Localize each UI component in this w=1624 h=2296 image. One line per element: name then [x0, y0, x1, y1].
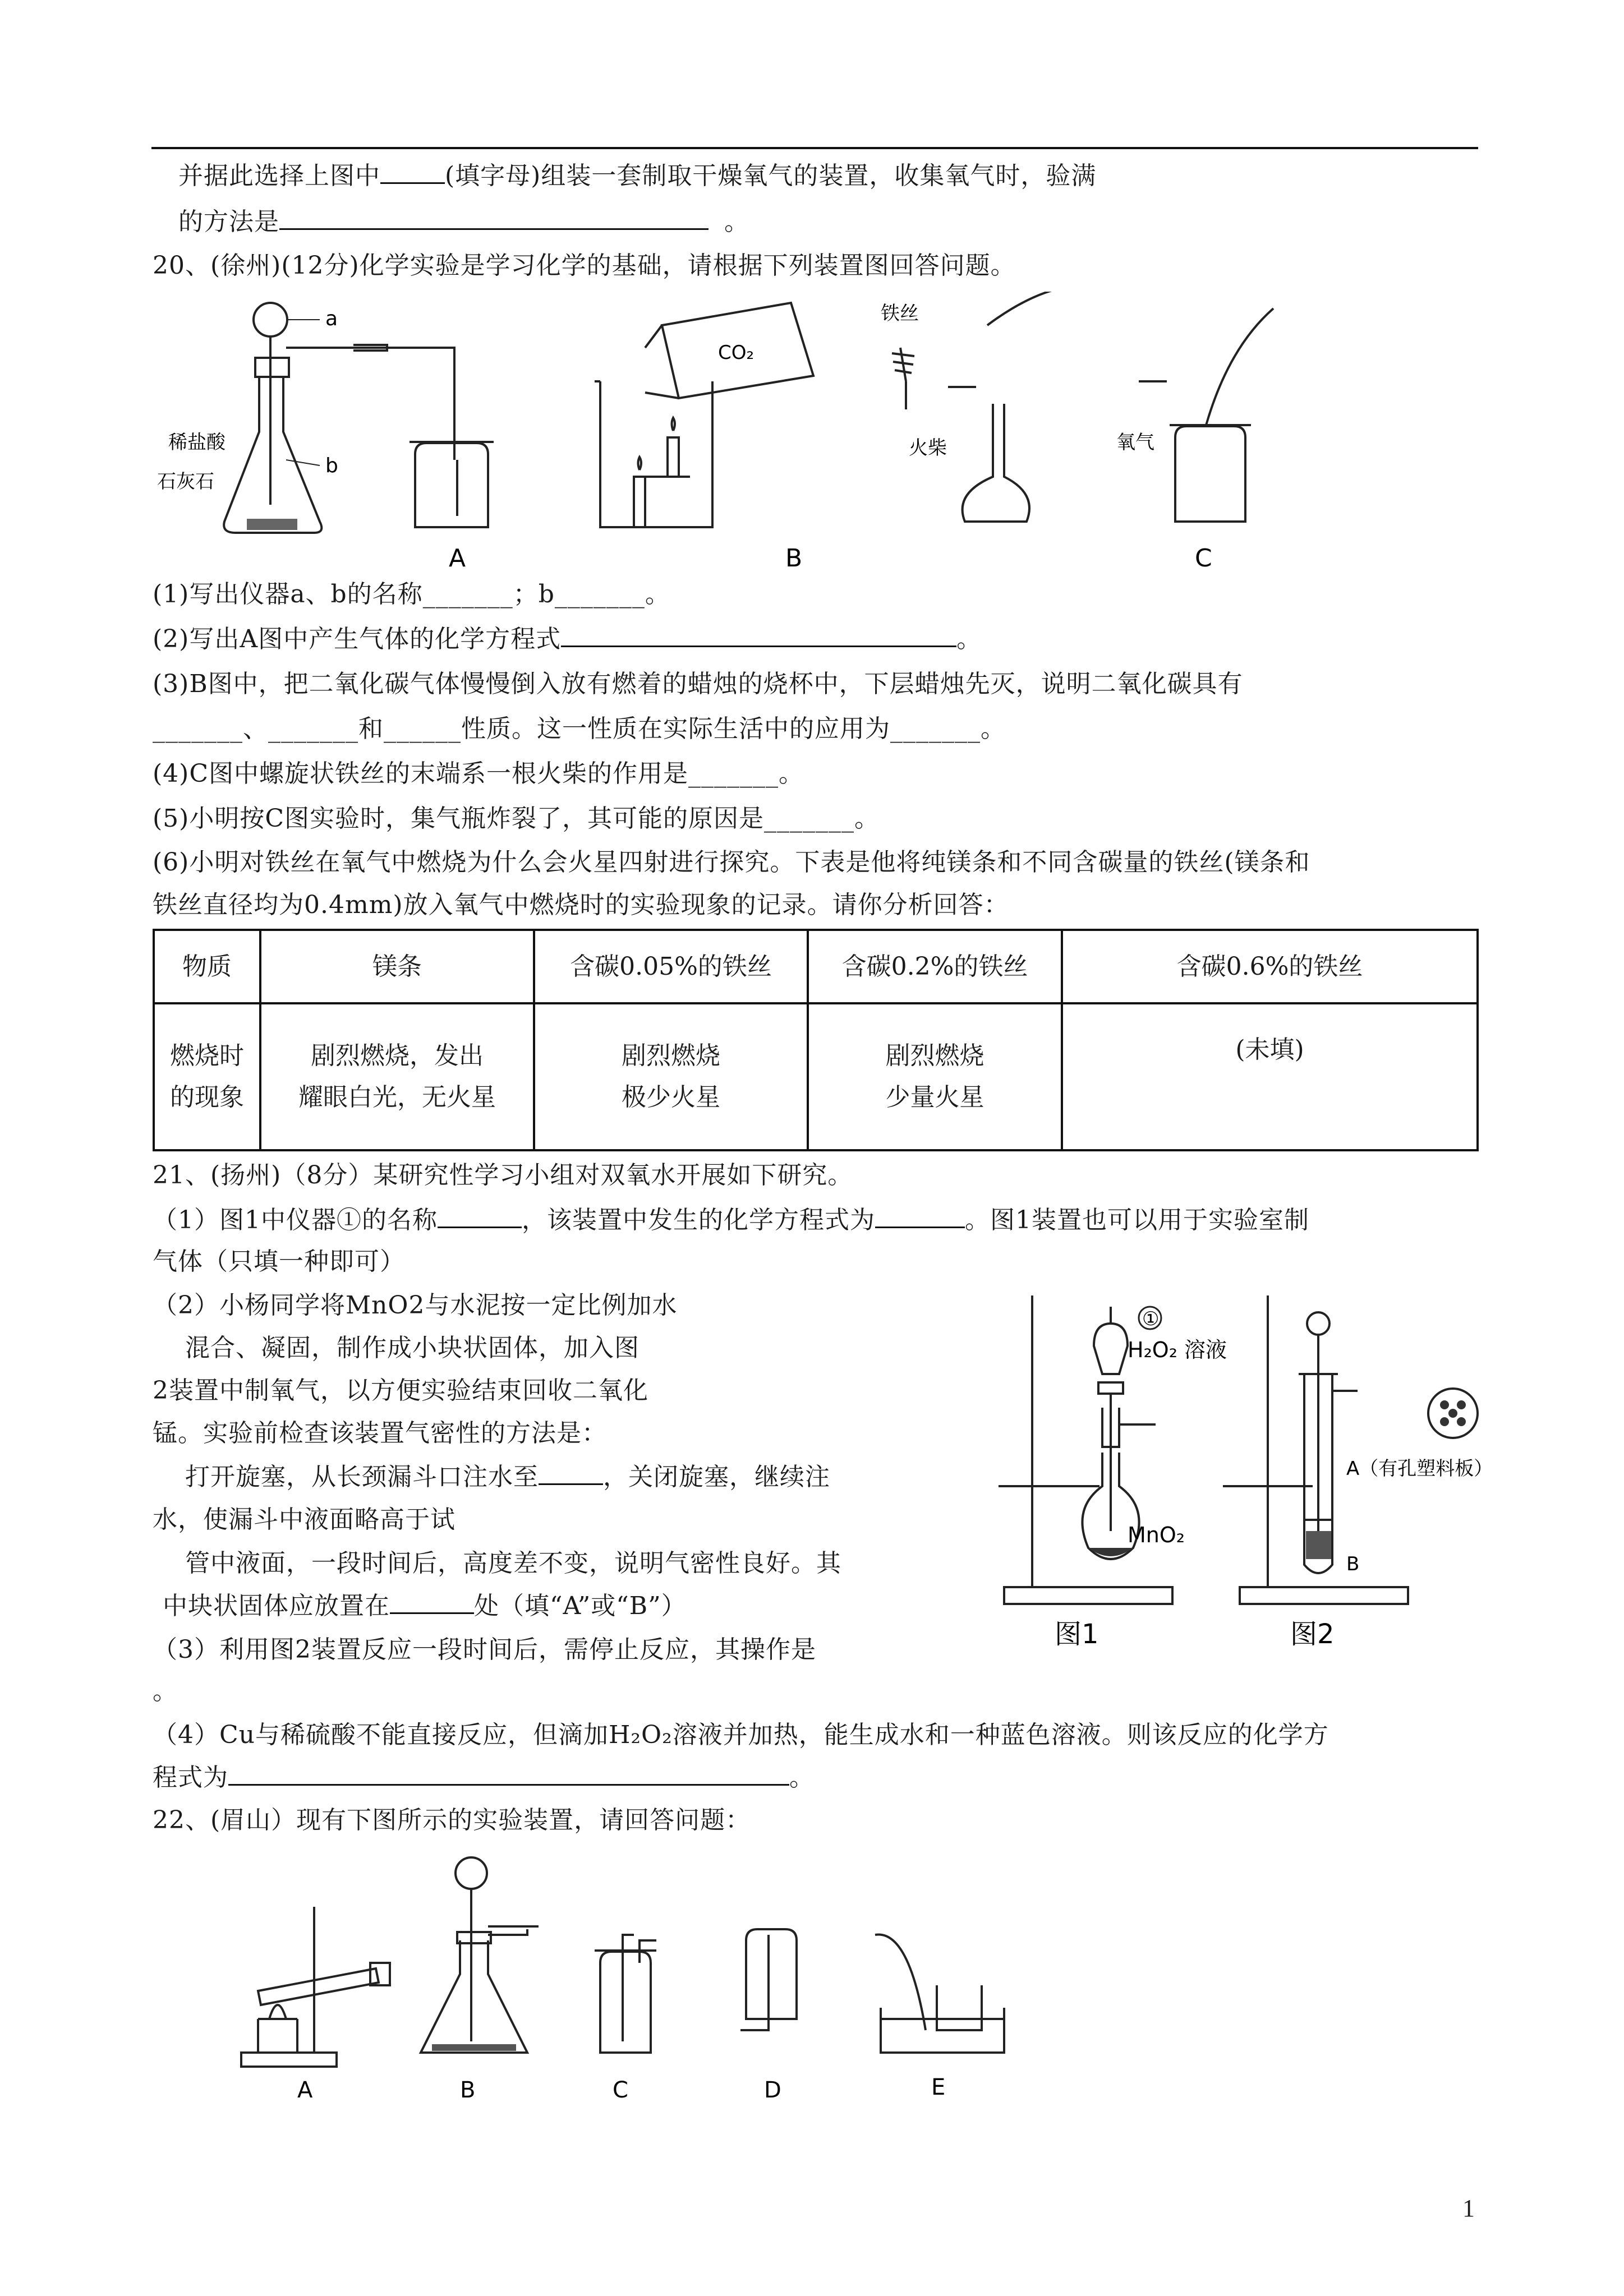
tube-liquid — [1306, 1531, 1331, 1559]
q21-q1-blank-equation[interactable] — [875, 1204, 965, 1228]
q21-q4-prompt: 程式为 — [153, 1763, 228, 1792]
q20-q2-end: 。 — [956, 625, 982, 653]
q21-heading: 21、(扬州)（8分）某研究性学习小组对双氧水开展如下研究。 — [153, 1161, 853, 1190]
table-cell-mg: 剧烈燃烧，发出 耀眼白光，无火星 — [260, 1003, 534, 1150]
fig-caption-b: B — [460, 2077, 476, 2103]
label-mno2: MnO₂ — [1128, 1523, 1185, 1547]
page-number: 1 — [1462, 2194, 1475, 2222]
q20-figure — [151, 292, 1498, 572]
table-cell-fe-005: 剧烈燃烧 极少火星 — [534, 1003, 808, 1150]
label-perforated-plate: A（有孔塑料板） — [1346, 1458, 1493, 1480]
q19-line-2 — [178, 205, 749, 239]
q21-q2-line-6: 水，使漏斗中液面略高于试 — [153, 1505, 456, 1534]
q20-question-3-line-2: _______、_______和______性质。这一性质在实际生活中的应用为_______。 — [153, 714, 1006, 743]
apparatus-d-bottle — [740, 1929, 797, 2030]
plate-hole-4 — [1457, 1417, 1466, 1426]
plate-hole-1 — [1440, 1400, 1449, 1409]
table-cell-fe-02: 剧烈燃烧 少量火星 — [808, 1003, 1062, 1150]
q20-question-5: (5)小明按C图实验时，集气瓶炸裂了，其可能的原因是_______。 — [153, 804, 880, 833]
q20-heading: 20、(徐州)(12分)化学实验是学习化学的基础，请根据下列装置图回答问题。 — [153, 251, 1016, 280]
q21-q2-l5-post: ，关闭旋塞，继续注 — [603, 1463, 830, 1491]
q21-q2-line-2: 混合、凝固，制作成小块状固体，加入图 — [185, 1334, 640, 1362]
q21-q2-l5-pre: 打开旋塞，从长颈漏斗口注水至 — [185, 1463, 539, 1491]
apparatus-c-bottle — [595, 1935, 656, 2053]
fig-caption-1: 图1 — [1055, 1619, 1099, 1650]
q21-q4-answer-blank[interactable] — [228, 1762, 789, 1786]
q22-figure — [236, 1851, 1032, 2114]
q20-question-1: (1)写出仪器a、b的名称_______；b_______。 — [153, 580, 670, 608]
q19-answer-blank-1[interactable] — [380, 160, 445, 184]
q19-line1-pre: 并据此选择上图中 — [178, 162, 380, 190]
table-header-substance: 物质 — [154, 930, 260, 1003]
q20-question-4: (4)C图中螺旋状铁丝的末端系一根火柴的作用是_______。 — [153, 759, 804, 788]
q20-question-3-line-1: (3)B图中，把二氧化碳气体慢慢倒入放有燃着的蜡烛的烧杯中，下层蜡烛先灭，说明二氧化碳具有 — [153, 670, 1243, 698]
q21-q2-line-1: （2）小杨同学将MnO2与水泥按一定比例加水 — [153, 1291, 678, 1320]
table-header-fe-005: 含碳0.05%的铁丝 — [534, 930, 808, 1003]
fig-caption-c: C — [613, 2077, 628, 2103]
q19-line-1 — [178, 159, 1096, 193]
q19-line1-post: (填字母)组装一套制取干燥氧气的装置，收集氧气时，验满 — [445, 162, 1097, 190]
q19-answer-blank-2[interactable] — [279, 206, 709, 230]
table-row-phenomenon — [154, 1003, 1478, 1150]
q21-q2-blank-water-level[interactable] — [539, 1461, 603, 1485]
table-header-mg: 镁条 — [260, 930, 534, 1003]
apparatus-b-drawing — [595, 303, 813, 527]
label-dilute-hcl: 稀盐酸 — [168, 431, 226, 454]
q21-q1-part-a: （1）图1中仪器①的名称 — [153, 1206, 438, 1234]
label-position-b: B — [1346, 1553, 1360, 1575]
plate-hole-5 — [1448, 1409, 1457, 1418]
q20-question-2 — [153, 623, 982, 656]
limestone-solid — [247, 519, 297, 530]
q20-question-6-line-2: 铁丝直径均为0.4mm)放入氧气中燃烧时的实验现象的记录。请你分析回答： — [153, 891, 1009, 919]
table-cell-row-label: 燃烧时 的现象 — [154, 1003, 260, 1150]
plate-hole-2 — [1457, 1400, 1466, 1409]
table-header-fe-06: 含碳0.6%的铁丝 — [1062, 930, 1478, 1003]
label-instrument-1: ① — [1142, 1308, 1160, 1330]
q21-question-3-end: 。 — [153, 1677, 178, 1705]
fig-caption-c: C — [1195, 544, 1212, 572]
header-rule — [151, 147, 1478, 149]
q21-q2-line-8 — [163, 1589, 687, 1623]
table-header-fe-02: 含碳0.2%的铁丝 — [808, 930, 1062, 1003]
table-header-row — [154, 930, 1478, 1003]
q21-q2-l8-pre: 中块状固体应放置在 — [163, 1592, 390, 1620]
label-oxygen: 氧气 — [1116, 431, 1154, 454]
label-limestone: 石灰石 — [157, 471, 214, 493]
plate-hole-3 — [1440, 1417, 1449, 1426]
label-h2o2-solution: H₂O₂ 溶液 — [1128, 1338, 1227, 1362]
q21-question-4-line-2 — [153, 1761, 815, 1795]
flask-solid — [432, 2044, 516, 2051]
apparatus-a-heating — [241, 1907, 390, 2067]
mno2-solid — [1088, 1548, 1133, 1556]
label-b-leader — [286, 460, 320, 465]
fig-caption-e: E — [931, 2074, 946, 2100]
q19-line2-post: 。 — [724, 208, 749, 236]
label-a: a — [325, 307, 338, 330]
q21-q4-end: 。 — [789, 1763, 815, 1792]
combustion-table — [153, 929, 1479, 1151]
q20-q2-answer-blank[interactable] — [561, 623, 956, 647]
q21-q2-line-4: 锰。实验前检查该装置气密性的方法是： — [153, 1419, 607, 1447]
apparatus-b-flask — [421, 1857, 539, 2053]
label-b: b — [325, 454, 338, 477]
q21-q2-blank-position[interactable] — [390, 1590, 474, 1614]
apparatus-c-drawing — [892, 292, 1273, 522]
q19-line2-pre: 的方法是 — [178, 208, 279, 236]
fig-caption-d: D — [764, 2077, 781, 2103]
q21-question-3: （3）利用图2装置反应一段时间后，需停止反应，其操作是 — [153, 1635, 816, 1664]
table-cell-fe-06[interactable]: (未填) — [1062, 1003, 1478, 1150]
q20-question-6-line-1: (6)小明对铁丝在氧气中燃烧为什么会火星四射进行探究。下表是他将纯镁条和不同含碳量的铁丝(镁条和 — [153, 848, 1310, 877]
q21-q1-part-b: ，该装置中发生的化学方程式为 — [522, 1206, 875, 1234]
q20-q2-prompt: (2)写出A图中产生气体的化学方程式 — [153, 625, 562, 653]
label-co2: CO₂ — [718, 342, 755, 364]
fig-caption-a: A — [449, 544, 466, 572]
label-match: 火柴 — [909, 437, 947, 459]
apparatus-a-drawing — [224, 303, 494, 533]
q21-question-1 — [153, 1204, 1309, 1237]
q21-figure — [999, 1284, 1515, 1654]
q22-heading: 22、(眉山）现有下图所示的实验装置，请回答问题： — [153, 1806, 751, 1834]
apparatus-e-water-trough — [875, 1934, 1004, 2053]
q21-q2-l8-post: 处（填“A”或“B”） — [474, 1592, 687, 1620]
q21-q2-line-5 — [185, 1460, 830, 1494]
q21-question-4-line-1: （4）Cu与稀硫酸不能直接反应，但滴加H₂O₂溶液并加热，能生成水和一种蓝色溶液。则该反应的化学方 — [153, 1721, 1329, 1749]
fig-caption-a: A — [297, 2077, 313, 2103]
fig-caption-b: B — [785, 544, 803, 572]
q21-question-1-line-2: 气体（只填一种即可） — [153, 1247, 405, 1276]
q21-q1-part-c: 。图1装置也可以用于实验室制 — [965, 1206, 1309, 1234]
fig-caption-2: 图2 — [1290, 1619, 1335, 1650]
label-iron-wire: 铁丝 — [881, 302, 919, 325]
q21-q1-blank-name[interactable] — [438, 1204, 522, 1228]
q21-q2-line-7: 管中液面，一段时间后，高度差不变，说明气密性良好。其 — [185, 1549, 841, 1578]
q21-q2-line-3: 2装置中制氧气，以方便实验结束回收二氧化 — [153, 1376, 648, 1405]
